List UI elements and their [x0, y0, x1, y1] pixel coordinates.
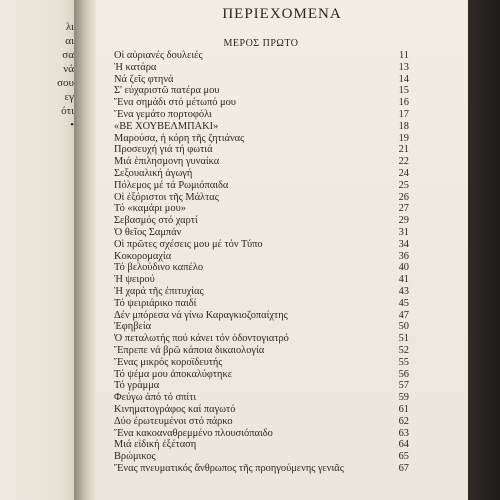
- toc-entry-page: 17: [398, 108, 409, 120]
- toc-entry-page: 21: [398, 144, 409, 156]
- toc-entry: [114, 451, 409, 463]
- toc-entry-page: 61: [398, 403, 409, 415]
- toc-entry: [114, 203, 409, 215]
- toc-entry-title: Ἕνας μικρός κοροϊδευτής: [114, 356, 223, 368]
- toc-entry-title: Τό ψειριάρικο παιδί: [114, 297, 197, 309]
- toc-entry-title: Ἐφηβεία: [114, 321, 152, 333]
- toc-entry-title: Κοκορομαχία: [114, 250, 172, 262]
- section-heading: ΜΕΡΟΣ ΠΡΩΤΟ: [223, 38, 299, 49]
- toc-entry: [114, 62, 409, 74]
- toc-entry-page: 34: [398, 238, 409, 250]
- toc-entry: [114, 180, 409, 192]
- toc-entry-page: 67: [398, 462, 409, 474]
- toc-entry: [114, 286, 409, 298]
- toc-entry-page: 13: [398, 61, 409, 73]
- toc-entry: [114, 463, 409, 475]
- toc-entry-title: Σεβασμός στό χαρτί: [114, 215, 198, 227]
- toc-entry-page: 59: [398, 392, 409, 404]
- toc-entry: [114, 133, 409, 145]
- toc-entry-title: Μαρούσα, ἡ κόρη τῆς ζητιάνας: [114, 132, 245, 144]
- toc-entry: [114, 416, 409, 428]
- toc-entry-title: Ὁ θεῖος Σαμπάν: [114, 226, 182, 238]
- toc-entry-page: 45: [398, 297, 409, 309]
- toc-entry-page: 27: [398, 203, 409, 215]
- toc-entry-title: Σεξουαλική ἀγωγή: [114, 167, 193, 179]
- toc-entry-page: 64: [398, 439, 409, 451]
- toc-entry-title: Τό βελούδινο καπέλο: [114, 262, 204, 274]
- toc-entry-page: 63: [398, 427, 409, 439]
- toc-entry-page: 15: [398, 85, 409, 97]
- toc-entry-page: 51: [398, 333, 409, 345]
- toc-entry-title: Βρώμικος: [114, 451, 156, 463]
- facing-page-text: λι αι σα νά σου εγ ότι •: [57, 21, 74, 131]
- toc-entry: [114, 121, 409, 133]
- toc-entry-title: «ΒΕ ΧΟΥΒΕΛΜΠΑΚΙ»: [114, 120, 219, 132]
- toc-entry-title: Ἕνα γεμάτο πορτοφόλι: [114, 108, 212, 120]
- toc-entry-page: 62: [398, 415, 409, 427]
- toc-entry-page: 50: [398, 321, 409, 333]
- toc-entry: [114, 168, 409, 180]
- background-edge: [468, 0, 500, 500]
- toc-entry: [114, 239, 409, 251]
- toc-entry: [114, 274, 409, 286]
- toc-entry-page: 47: [398, 309, 409, 321]
- toc-entry-page: 57: [398, 380, 409, 392]
- toc-entry-page: 24: [398, 167, 409, 179]
- toc-entry: [114, 333, 409, 345]
- toc-entry-title: Οἱ ἐξόριστοι τῆς Μάλτας: [114, 191, 219, 203]
- toc-entry: [114, 227, 409, 239]
- toc-entry-title: Πόλεμος μέ τά Ρωμιόπαιδα: [114, 179, 229, 191]
- toc-entry-title: Τό «καμάρι μου»: [114, 203, 186, 215]
- toc-entry-title: Τό γράμμα: [114, 380, 160, 392]
- toc-entry-title: Ἕνα κακοαναθρεμμένο πλουσιόπαιδο: [114, 427, 273, 439]
- toc-entry: [114, 192, 409, 204]
- toc-entry: [114, 109, 409, 121]
- toc-entry: [114, 97, 409, 109]
- toc-entry-page: 11: [398, 50, 409, 61]
- toc-entry: [114, 50, 409, 62]
- toc-entry: [114, 144, 409, 156]
- toc-entry-page: 26: [398, 191, 409, 203]
- book-gutter: [74, 0, 96, 500]
- toc-entry-page: 56: [398, 368, 409, 380]
- toc-entry: [114, 345, 409, 357]
- toc-entry: [114, 251, 409, 263]
- toc-entry: [114, 369, 409, 381]
- toc-entry-title: Φεύγω ἀπό τό σπίτι: [114, 392, 197, 404]
- toc-entry: [114, 298, 409, 310]
- toc-entry-page: 52: [398, 344, 409, 356]
- toc-entry-page: 65: [398, 451, 409, 463]
- toc-entry: [114, 321, 409, 333]
- toc-entry-page: 25: [398, 179, 409, 191]
- toc-entry-page: 41: [398, 274, 409, 286]
- toc-entry: [114, 392, 409, 404]
- toc-entry-title: Ἔπρεπε νά βρῶ κάποια δικαιολογία: [114, 344, 265, 356]
- toc-entry-page: 31: [398, 226, 409, 238]
- toc-entry-title: Ἕνας πνευματικός ἄνθρωπος τῆς προηγούμενης γενιᾶς: [114, 462, 344, 474]
- contents-page: [96, 0, 468, 500]
- toc-entry-page: 55: [398, 356, 409, 368]
- toc-entry-title: Τό ψέμα μου ἀποκαλύφτηκε: [114, 368, 233, 380]
- toc-entry-title: Ἕνα σημάδι στό μέτωπό μου: [114, 97, 236, 109]
- toc-entry-page: 16: [398, 97, 409, 109]
- toc-entry-title: Ἡ ψειρού: [114, 274, 155, 286]
- toc-entry-title: Ὁ πεταλωτής πού κάνει τόν ὀδοντογιατρό: [114, 333, 289, 345]
- toc-entry-title: Μιά εἰδική ἐξέταση: [114, 439, 197, 451]
- toc-entry-title: Σ' εὐχαριστῶ πατέρα μου: [114, 85, 220, 97]
- toc-entry: [114, 262, 409, 274]
- toc-entry-title: Δύο ἐρωτευμένοι στό πάρκο: [114, 415, 233, 427]
- toc-entry-page: 22: [398, 156, 409, 168]
- toc-entry-title: Κινηματογράφος καί παγωτό: [114, 403, 236, 415]
- toc-entry-page: 43: [398, 285, 409, 297]
- toc-entry-title: Νά ζεῖς φτηνά: [114, 73, 174, 85]
- facing-page: [0, 0, 78, 500]
- toc-entry: [114, 85, 409, 97]
- toc-entry-title: Ἡ χαρά τῆς ἐπιτυχίας: [114, 285, 204, 297]
- toc-entry: [114, 439, 409, 451]
- toc-entry-page: 40: [398, 262, 409, 274]
- toc-entry-title: Δέν μπόρεσα νά γίνω Καραγκιοζοπαίχτης: [114, 309, 288, 321]
- toc-entry-title: Μιά ἐπιλησμονη γυναίκα: [114, 156, 220, 168]
- toc-entry-title: Ἡ κατάρα: [114, 61, 157, 73]
- page-title: ΠΕΡΙΕΧΟΜΕΝΑ: [222, 6, 342, 22]
- toc-entry-page: 36: [398, 250, 409, 262]
- toc-entry: [114, 428, 409, 440]
- toc-entry: [114, 380, 409, 392]
- toc-entry-page: 14: [398, 73, 409, 85]
- toc-entry: [114, 357, 409, 369]
- toc-entry-title: Προσευχή γιά τή φωτιά: [114, 144, 213, 156]
- toc-entry-title: Οἱ αὐριανές δουλειές: [114, 50, 203, 61]
- toc-entry-title: Οἱ πρῶτες σχέσεις μου μέ τόν Τύπο: [114, 238, 263, 250]
- toc-entry-page: 18: [398, 120, 409, 132]
- toc-entry: [114, 74, 409, 86]
- toc-entry: [114, 310, 409, 322]
- toc-entry: [114, 156, 409, 168]
- toc-entry: [114, 404, 409, 416]
- table-of-contents: [114, 50, 409, 475]
- toc-entry-page: 29: [398, 215, 409, 227]
- toc-entry: [114, 215, 409, 227]
- toc-entry-page: 19: [398, 132, 409, 144]
